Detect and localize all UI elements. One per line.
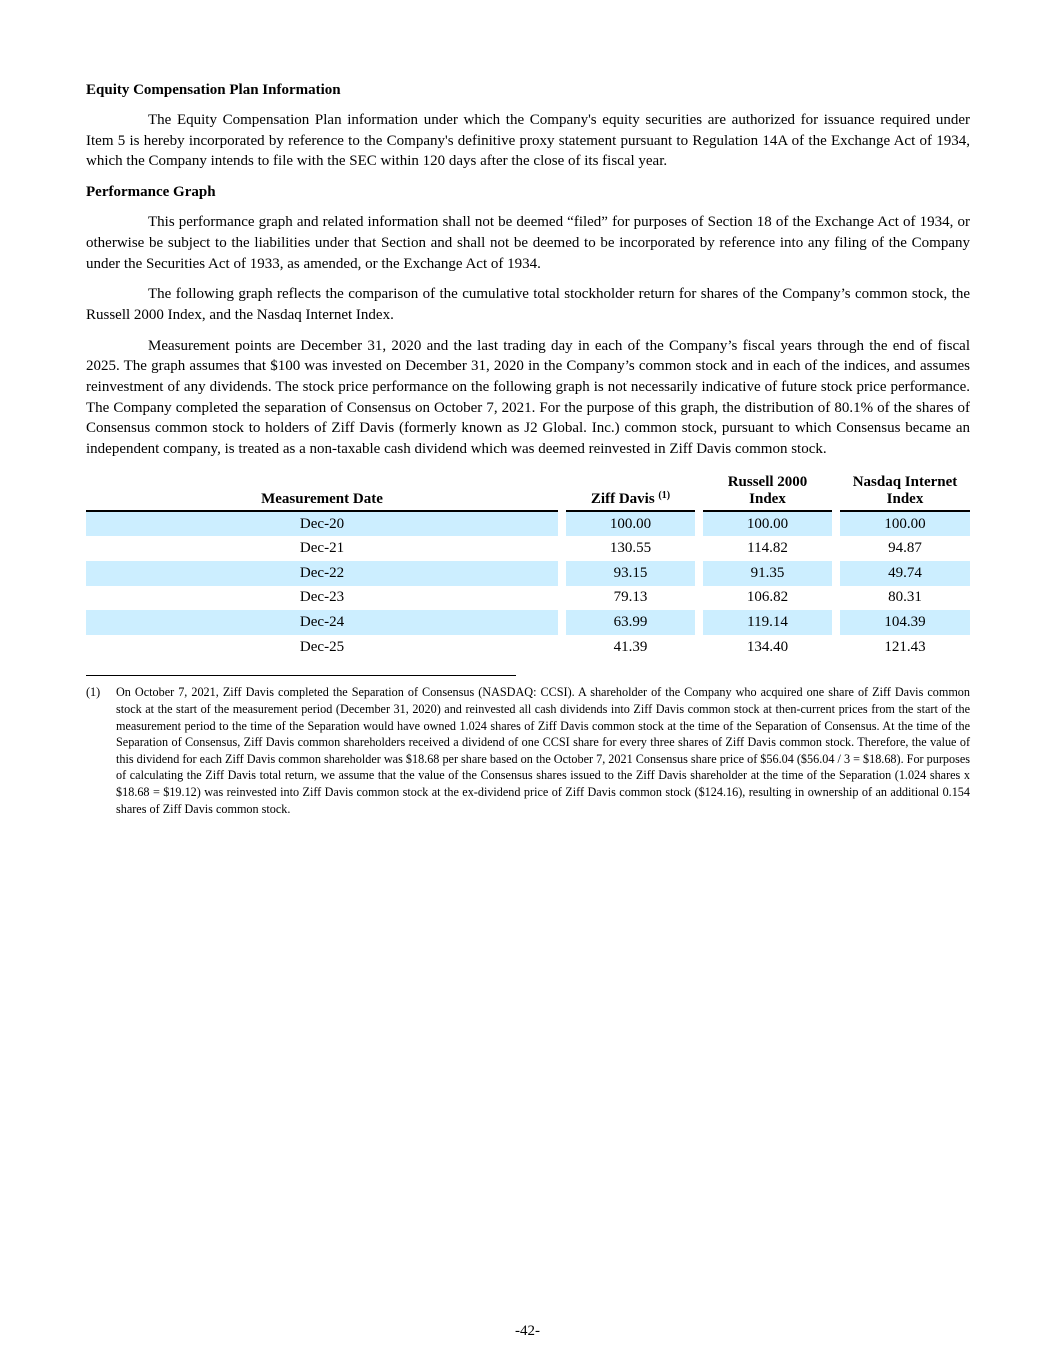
cell-russell: 114.82 bbox=[747, 540, 788, 557]
footnote bbox=[86, 684, 970, 817]
performance-paragraph-3: Measurement points are December 31, 2020 and the last trading day in each of the Company’s fiscal years through the end of fiscal 2025. The graph assumes that $100 was invested on December 31, 2020 in the Company’s common stock and in each of the indices, and assumes reinvestment of any dividends. The stock price performance on the following graph is not necessarily indicative of future stock price performance. The Company completed the separation of Consensus on October 7, 2021. For the purpose of this graph, the distribution of 80.1% of the shares of Consensus common stock to holders of Ziff Davis (formerly known as J2 Global. Inc.) common stock, pursuant to which Consensus became an independent company, is treated as a non-taxable cash dividend which was deemed reinvested in Ziff Davis common stock. bbox=[86, 337, 970, 458]
cell-nasdaq: 94.87 bbox=[888, 540, 922, 557]
table-row bbox=[86, 610, 970, 635]
header-russell-2000: Russell 2000 Index bbox=[703, 474, 832, 512]
cell-nasdaq: 121.43 bbox=[884, 638, 926, 655]
cell-date: Dec-22 bbox=[86, 561, 558, 586]
cell-nasdaq: 49.74 bbox=[840, 561, 970, 586]
cell-russell: 91.35 bbox=[703, 561, 832, 586]
cell-russell: 119.14 bbox=[703, 610, 832, 635]
footnote-ref: (1) bbox=[658, 489, 671, 501]
table-row bbox=[86, 586, 970, 611]
page-number: -42- bbox=[515, 1323, 540, 1339]
performance-paragraph-1: This performance graph and related information shall not be deemed “filed” for purposes of Section 18 of the Exchange Act of 1934, or otherwise be subject to the liabilities under that Section and shall not be deemed to be incorporated by reference into any filing of the Company under the Securities Act of 1933, as amended, or the Exchange Act of 1934. bbox=[86, 214, 970, 272]
cell-ziff: 93.15 bbox=[566, 561, 695, 586]
cell-date: Dec-25 bbox=[299, 638, 345, 655]
cell-ziff: 63.99 bbox=[566, 610, 695, 635]
footnote-mark: (1) bbox=[86, 685, 101, 700]
performance-paragraph-2: The following graph reflects the comparison of the cumulative total stockholder return for shares of the Company’s common stock, the Russell 2000 Index, and the Nasdaq Internet Index. bbox=[86, 286, 970, 323]
table-row bbox=[86, 561, 970, 586]
footnote-text: On October 7, 2021, Ziff Davis completed the Separation of Consensus (NASDAQ: CCSI). A shareholder of the Company who acquired one share of Ziff Davis common stock at the start of the measurement period (December 31, 2020) and reinvested all cash dividends into Ziff Davis common stock at then-current prices from the start of the measurement period to the time of the Separation would have owned 1.024 shares of Ziff Davis common stock at the time of the Separation of Consensus. At the time of the Separation of Consensus, Ziff Davis common shareholders received a dividend of one CCSI share for every three shares of Ziff Davis common stock. Therefore, the value of this dividend for each Ziff Davis common shareholder was $18.68 per share based on the October 7, 2021 Consensus share price of $56.04 ($56.04 / 3 = $18.68). For purposes of calculating the Ziff Davis total return, we assume that the value of the Consensus shares issued to the Ziff Davis shareholder at the time of the Separation (1.024 shares x $18.68 = $19.12) was reinvested into Ziff Davis common stock at the ex-dividend price of Ziff Davis common stock ($124.16), resulting in ownership of an additional 0.154 shares of Ziff Davis common stock. bbox=[116, 685, 970, 816]
cell-nasdaq: 100.00 bbox=[840, 512, 970, 537]
cell-ziff: 100.00 bbox=[566, 512, 695, 537]
document-page bbox=[86, 80, 970, 817]
header-ziff-davis: Ziff Davis $^{(1)}$ bbox=[566, 474, 695, 512]
performance-table bbox=[86, 474, 970, 660]
table-header-row bbox=[86, 474, 970, 512]
cell-russell: 134.40 bbox=[746, 638, 789, 655]
cell-ziff: 41.39 bbox=[613, 638, 648, 655]
performance-heading: Performance Graph bbox=[86, 184, 216, 201]
cell-ziff: 130.55 bbox=[609, 540, 652, 557]
table-row bbox=[86, 536, 970, 561]
cell-nasdaq: 80.31 bbox=[888, 589, 922, 606]
table-row bbox=[86, 635, 970, 660]
cell-russell: 106.82 bbox=[746, 589, 789, 606]
cell-nasdaq: 104.39 bbox=[840, 610, 970, 635]
header-measurement-date: Measurement Date bbox=[86, 474, 558, 512]
footnote-divider bbox=[86, 675, 516, 676]
equity-heading: Equity Compensation Plan Information bbox=[86, 82, 341, 98]
cell-date: Dec-23 bbox=[299, 589, 345, 606]
cell-ziff: 79.13 bbox=[613, 589, 648, 606]
cell-date: Dec-21 bbox=[299, 540, 345, 557]
table-row bbox=[86, 512, 970, 537]
header-nasdaq-internet: Nasdaq Internet Index bbox=[840, 474, 970, 512]
cell-date: Dec-20 bbox=[86, 512, 558, 537]
equity-paragraph: The Equity Compensation Plan information under which the Company's equity securities are authorized for issuance required under Item 5 is hereby incorporated by reference to the Company's definitive proxy statement pursuant to Regulation 14A of the Exchange Act of 1934, which the Company intends to file with the SEC within 120 days after the close of its fiscal year. bbox=[86, 112, 970, 170]
cell-date: Dec-24 bbox=[86, 610, 558, 635]
cell-russell: 100.00 bbox=[703, 512, 832, 537]
